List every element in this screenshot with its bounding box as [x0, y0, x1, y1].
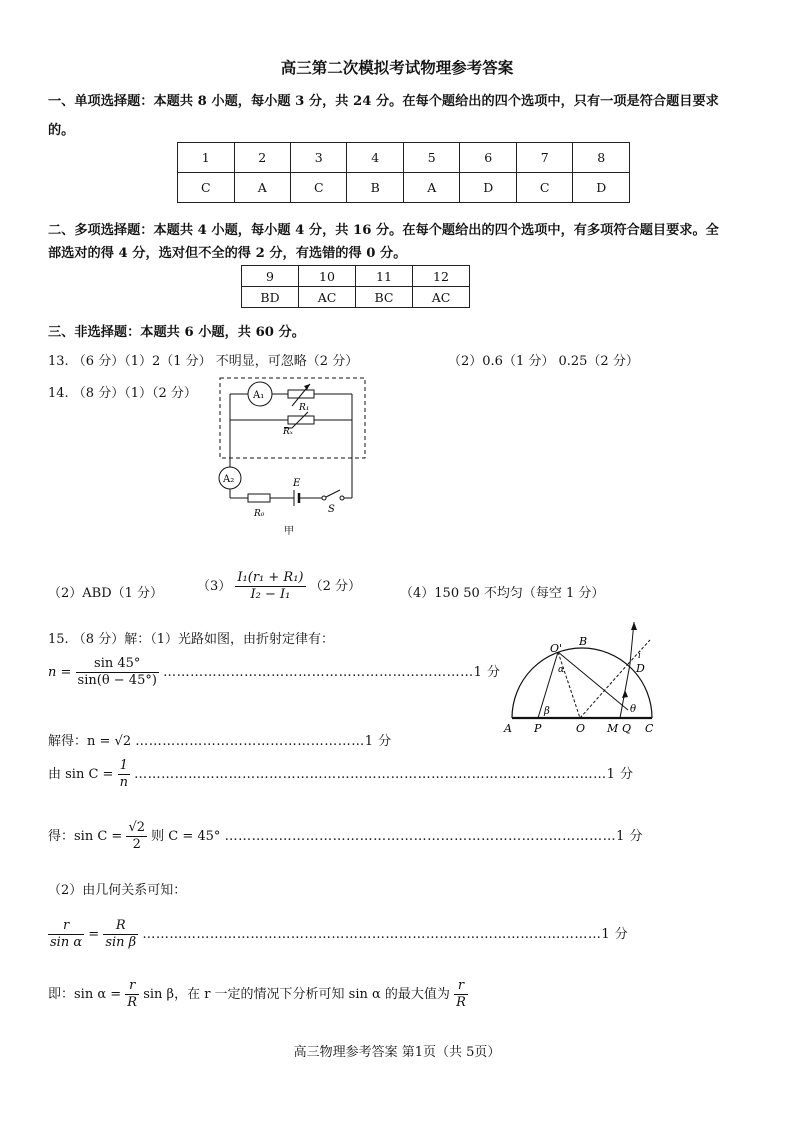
fraction-denominator: R: [456, 995, 466, 1010]
label-q: Q: [622, 722, 632, 735]
eq5-left-fraction: [48, 918, 84, 951]
circuit-diagram: [200, 372, 375, 537]
label-alpha: α: [558, 665, 565, 675]
q15-eq3: [48, 758, 634, 791]
question-number: 11: [355, 266, 412, 287]
q15-part2: （2）由几何关系可知：: [48, 883, 187, 898]
eq4-score-dots: ……………………………………………………………………………1 分: [224, 829, 643, 844]
table-row: [178, 173, 630, 203]
page-footer: 高三物理参考答案 第1页（共 5页）: [293, 1045, 501, 1060]
question-number: 8: [573, 143, 630, 173]
answer-cell: A: [234, 173, 290, 203]
eq5-score-dots: …………………………………………………………………………………………1 分: [142, 927, 629, 942]
answer-cell: C: [290, 173, 347, 203]
resistor-r0-icon: [248, 494, 270, 502]
question-number: 4: [347, 143, 403, 173]
page-title: 高三第二次模拟考试物理参考答案: [280, 58, 514, 77]
eq4-prefix: 得：sin C =: [48, 829, 123, 844]
eq1-fraction: [76, 656, 159, 689]
label-i: i: [638, 651, 641, 661]
figure-label: 甲: [284, 526, 294, 537]
resistor-rx-icon: [288, 416, 314, 424]
section1-heading-line2: 的。: [48, 123, 75, 138]
label-p: P: [534, 722, 542, 735]
q13-part2: （2）0.6（1 分） 0.25（2 分）: [448, 354, 639, 369]
question-number: 9: [242, 266, 299, 287]
answer-cell: BC: [355, 287, 412, 308]
q15-eq5: $\frac{r}{\text{sin α}}$ = $\frac{R}{\text{sin β}}$ …………………………………………………………………………………………1 分: [50, 918, 629, 950]
eq3-prefix: 由 sin C =: [48, 767, 114, 782]
question-number: 3: [290, 143, 347, 173]
q14-part4: （4）150 50 不均匀（每空 1 分）: [400, 586, 605, 601]
eq1-lhs: n =: [48, 665, 72, 680]
question-number: 7: [516, 143, 573, 173]
q15-header: 15. （8 分）解：（1）光路如图，由折射定律有：: [48, 632, 334, 647]
eq1-score-dots: ……………………………………………………………1 分: [163, 665, 501, 680]
fraction-numerator: 1: [118, 758, 130, 775]
eq3-score-dots: ……………………………………………………………………………………………1 分: [134, 767, 634, 782]
label-a: A: [504, 722, 512, 735]
answer-cell: AC: [299, 287, 356, 308]
eq6-max-fraction: [454, 978, 468, 1011]
fraction-numerator: r: [125, 978, 139, 995]
table-row: [178, 143, 630, 173]
eq4-mid: 则 C = 45°: [151, 829, 221, 844]
fraction-denominator: R: [127, 995, 138, 1010]
eq5-right-fraction: [103, 918, 138, 951]
section2-heading-line2: 部选对的得 4 分，选对但不全的得 2 分，有选错的得 0 分。: [48, 246, 407, 261]
fraction-denominator: I₂ − I₁: [250, 587, 291, 602]
switch-icon: [326, 490, 340, 497]
answer-cell: BD: [242, 287, 299, 308]
optics-figure: [500, 618, 670, 738]
answer-cell: C: [178, 173, 235, 203]
eq2-text: 解得：n = √2: [48, 734, 132, 749]
label-d: D: [636, 662, 645, 675]
q14-part3-suffix: （2 分）: [309, 579, 362, 594]
label-e: E: [293, 478, 301, 489]
fraction-denominator: sin β: [105, 935, 137, 950]
question-number: 5: [403, 143, 459, 173]
q14-part2: （2）ABD（1 分）: [48, 586, 164, 601]
label-s: S: [328, 504, 335, 515]
fraction-numerator: I₁(r₁ + R₁): [237, 570, 304, 585]
multi-choice-answer-table: [241, 265, 470, 308]
eq4-fraction: [126, 820, 147, 853]
q15-eq4: [48, 820, 643, 853]
q14-part3: [197, 570, 361, 603]
fraction-numerator: r: [454, 978, 468, 995]
eq6-fraction: [125, 978, 139, 1011]
label-r0: R₀: [254, 509, 265, 519]
label-c: C: [645, 722, 654, 735]
fraction-denominator: sin α: [50, 935, 83, 950]
section2-heading-line1: 二、多项选择题：本题共 4 小题，每小题 4 分，共 16 分。在每个题给出的四个选项中，有多项符合题目要求。全: [48, 223, 719, 238]
q13-part1: 13. （6 分）（1）2（1 分） 不明显，可忽略（2 分）: [48, 354, 359, 369]
question-number: 2: [234, 143, 290, 173]
question-number: 1: [178, 143, 235, 173]
answer-cell: C: [516, 173, 573, 203]
label-r1: R₁: [299, 403, 310, 413]
label-b: B: [579, 635, 588, 648]
section1-heading-line1: 一、单项选择题：本题共 8 小题，每小题 3 分，共 24 分。在每个题给出的四个选项中，只有一项是符合题目要求: [48, 94, 719, 109]
normal-line: [580, 664, 628, 718]
answer-cell: B: [347, 173, 403, 203]
q14-header: 14. （8 分）（1）（2 分）: [48, 386, 197, 401]
eq3-fraction: [118, 758, 130, 791]
fraction-numerator: R: [103, 918, 138, 935]
fraction-denominator: sin(θ − 45°): [77, 673, 157, 688]
eq2-score-dots: ……………………………………………1 分: [135, 734, 392, 749]
table-row: [242, 287, 470, 308]
eq6-mid: sin β，在 r 一定的情况下分析可知 sin α 的最大值为: [143, 987, 450, 1002]
label-beta: β: [544, 706, 550, 717]
section3-heading: 三、非选择题：本题共 6 小题，共 60 分。: [48, 325, 305, 340]
question-number: 12: [412, 266, 469, 287]
answer-cell: AC: [412, 287, 469, 308]
ray-od: [558, 652, 628, 710]
q15-eq6: [48, 978, 468, 1011]
eq6-prefix: 即：sin α =: [48, 987, 122, 1002]
table-row: [242, 266, 470, 287]
label-o-prime: O': [550, 642, 563, 655]
q15-eq2: [48, 730, 392, 749]
answer-cell: A: [403, 173, 459, 203]
label-theta: θ: [630, 704, 637, 715]
fraction-numerator: √2: [128, 820, 146, 835]
fraction-denominator: 2: [132, 837, 141, 852]
single-choice-answer-table: [177, 142, 630, 203]
fraction-numerator: sin 45°: [76, 656, 159, 673]
q15-eq1: [48, 656, 500, 689]
q14-part3-prefix: （3）: [197, 579, 232, 594]
label-rx: Rₓ: [283, 427, 293, 437]
label-a1: A₁: [253, 390, 265, 401]
answer-cell: D: [460, 173, 517, 203]
label-a2: A₂: [223, 474, 235, 485]
resistor-r1-icon: [288, 390, 314, 398]
q14-part3-fraction: [235, 570, 305, 603]
fraction-numerator: r: [48, 918, 84, 935]
question-number: 10: [299, 266, 356, 287]
answer-cell: D: [573, 173, 630, 203]
label-m: M: [607, 722, 619, 735]
question-number: 6: [460, 143, 517, 173]
fraction-denominator: n: [119, 775, 128, 790]
label-o: O: [576, 722, 586, 735]
